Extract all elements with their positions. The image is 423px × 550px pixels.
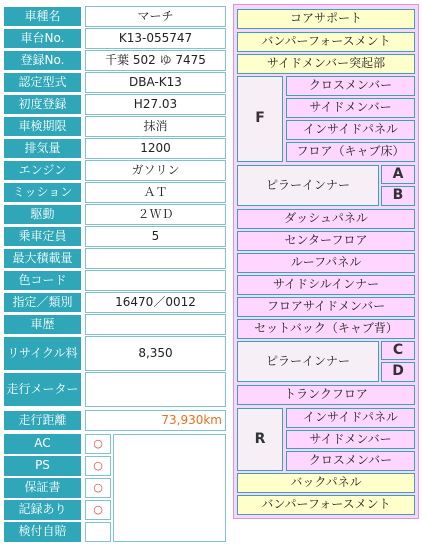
- type-label: 認定型式: [4, 73, 81, 92]
- engine-label: エンジン: [4, 161, 81, 180]
- meter-value: [85, 372, 226, 407]
- displacement-label: 排気量: [4, 139, 81, 158]
- front-inside-panel-cell: インサイドパネル: [286, 120, 415, 140]
- mission-label: ミッション: [4, 183, 81, 202]
- meter-label: 走行メーター: [4, 373, 81, 406]
- registration-label: 登録No.: [4, 51, 81, 70]
- designation-value: 16470／0012: [85, 292, 226, 313]
- history-value: [85, 314, 226, 335]
- pillar-inner-ab-cell: ピラーインナー: [237, 165, 379, 206]
- equipment-mark-records: ○: [85, 500, 111, 520]
- equipment-label-ac: AC: [4, 434, 81, 454]
- rear-side-member-cell: サイドメンバー: [286, 430, 415, 449]
- max-load-label: 最大積載量: [4, 249, 81, 268]
- floor-side-member-cell: フロアサイドメンバー: [237, 297, 415, 317]
- color-code-label: 色コード: [4, 271, 81, 290]
- pillar-b-cell: B: [381, 186, 415, 206]
- inspection-value: 抹消: [85, 116, 226, 137]
- engine-value: ガソリン: [85, 160, 226, 181]
- recycle-label: リサイクル料: [4, 337, 81, 370]
- rear-cross-member-cell: クロスメンバー: [286, 451, 415, 471]
- front-cross-member-cell: クロスメンバー: [286, 76, 415, 96]
- first-registration-label: 初度登録: [4, 95, 81, 114]
- pillar-d-cell: D: [381, 362, 415, 382]
- equipment-mark-ps: ○: [85, 456, 111, 476]
- displacement-value: 1200: [85, 138, 226, 159]
- mileage-value: 73,930km: [85, 410, 226, 431]
- drive-value: ２ＷＤ: [85, 204, 226, 225]
- model-label: 車種名: [4, 7, 81, 26]
- registration-value: 千葉 502 ゆ 7475: [85, 50, 226, 71]
- equipment-mark-warranty: ○: [85, 478, 111, 498]
- designation-label: 指定／類別: [4, 293, 81, 312]
- trunk-floor-cell: トランクフロア: [237, 385, 415, 405]
- type-value: DBA-K13: [85, 72, 226, 93]
- chassis-value: K13-055747: [85, 28, 226, 49]
- rear-inside-panel-cell: インサイドパネル: [286, 408, 415, 428]
- equipment-mark-inspection-insurance: [85, 522, 111, 542]
- recycle-value: 8,350: [85, 336, 226, 371]
- back-panel-cell: バックパネル: [237, 473, 415, 493]
- inspection-label: 車検期限: [4, 117, 81, 136]
- core-support-cell: コアサポート: [237, 9, 415, 29]
- setback-cell: セットバック（キャブ背）: [237, 319, 415, 339]
- front-bumper-reinforcement-cell: バンパーフォースメント: [237, 32, 415, 52]
- center-floor-cell: センターフロア: [237, 231, 415, 251]
- equipment-mark-ac: ○: [85, 434, 111, 454]
- equipment-label-ps: PS: [4, 456, 81, 476]
- chassis-label: 車台No.: [4, 29, 81, 48]
- front-side-member-cell: サイドメンバー: [286, 98, 415, 118]
- equipment-label-warranty: 保証書: [4, 478, 81, 498]
- pillar-a-cell: A: [381, 165, 415, 184]
- max-load-value: [85, 248, 226, 269]
- equipment-notes-box: [113, 434, 226, 542]
- side-sill-inner-cell: サイドシルインナー: [237, 275, 415, 295]
- roof-panel-cell: ルーフパネル: [237, 253, 415, 273]
- side-member-tip-cell: サイドメンバー突起部: [237, 54, 415, 74]
- model-value: マーチ: [85, 6, 226, 27]
- mission-value: ＡＴ: [85, 182, 226, 203]
- drive-label: 駆動: [4, 205, 81, 224]
- rear-group-label: R: [237, 408, 283, 471]
- pillar-inner-cd-cell: ピラーインナー: [237, 341, 379, 382]
- history-label: 車歴: [4, 315, 81, 334]
- pillar-c-cell: C: [381, 341, 415, 360]
- equipment-label-records: 記録あり: [4, 500, 81, 520]
- capacity-label: 乗車定員: [4, 227, 81, 246]
- front-group-label: F: [237, 76, 283, 162]
- dash-panel-cell: ダッシュパネル: [237, 209, 415, 229]
- color-code-value: [85, 270, 226, 291]
- capacity-value: 5: [85, 226, 226, 247]
- first-registration-value: H27.03: [85, 94, 226, 115]
- rear-bumper-reinforcement-cell: バンパーフォースメント: [237, 495, 415, 515]
- front-floor-cell: フロア（キャブ床）: [286, 142, 415, 162]
- equipment-label-inspection-insurance: 検付自賠: [4, 522, 81, 542]
- mileage-label: 走行距離: [4, 411, 81, 430]
